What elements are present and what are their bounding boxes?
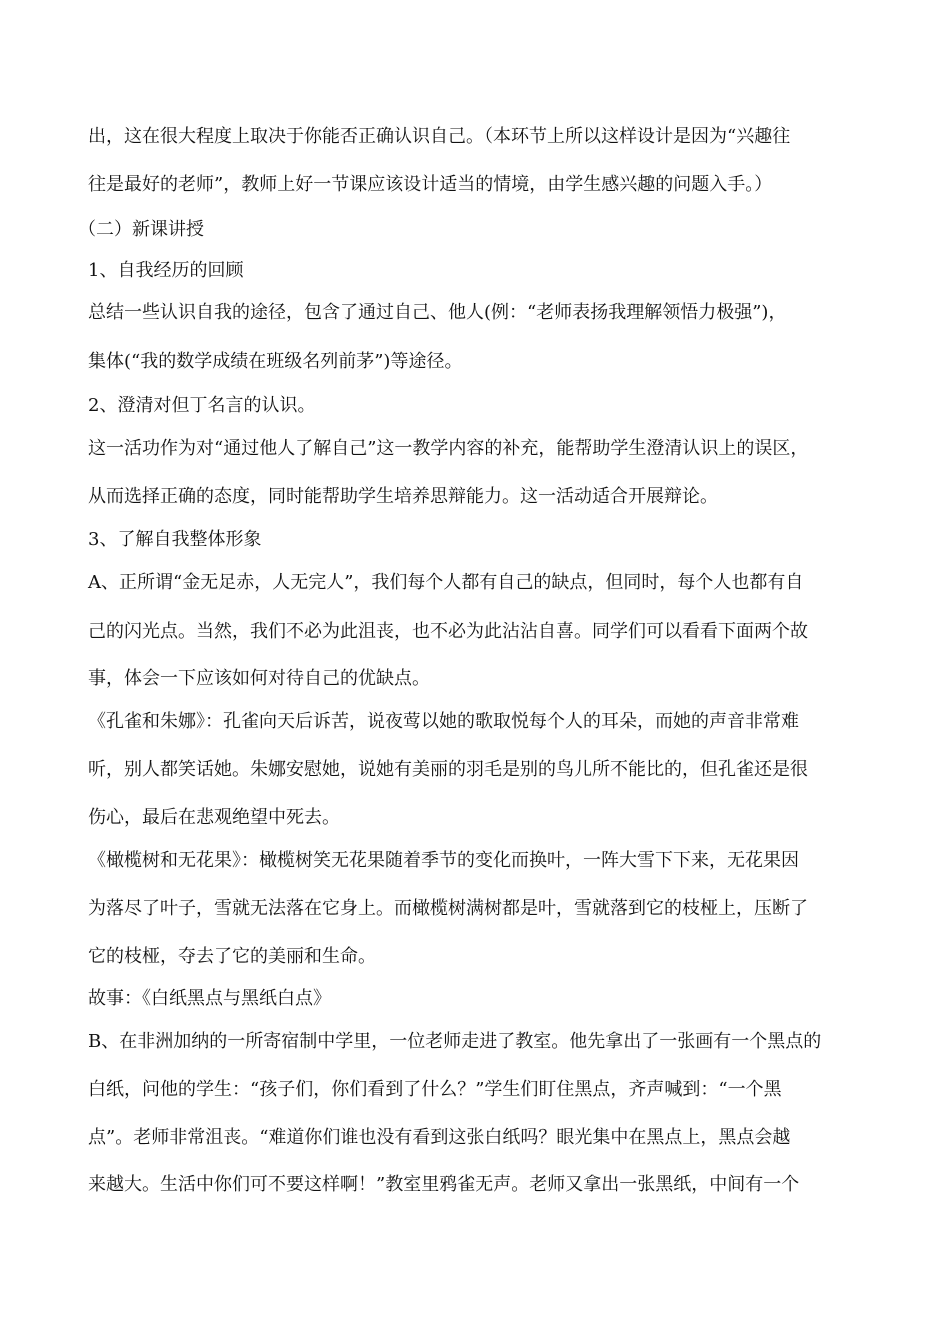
paragraph-line: 它的枝桠，夺去了它的美丽和生命。 bbox=[88, 946, 376, 967]
paragraph-line: 这一活功作为对“通过他人了解自己”这一教学内容的补充，能帮助学生澄清认识上的误区， bbox=[88, 438, 809, 459]
paragraph-line: 事，体会一下应该如何对待自己的优缺点。 bbox=[88, 668, 430, 689]
paragraph-line: 集体(“我的数学成绩在班级名列前茅”)等途径。 bbox=[88, 351, 463, 372]
paragraph-line: 《橄榄树和无花果》：橄榄树笑无花果随着季节的变化而换叶，一阵大雪下下来，无花果因 bbox=[88, 850, 799, 871]
paragraph-line: 从而选择正确的态度，同时能帮助学生培养思辩能力。这一活动适合开展辩论。 bbox=[88, 486, 718, 507]
paragraph-line: 来越大。生活中你们可不要这样啊！”教室里鸦雀无声。老师又拿出一张黑纸，中间有一个 bbox=[88, 1174, 800, 1195]
paragraph-line: 听，别人都笑话她。朱娜安慰她，说她有美丽的羽毛是别的鸟儿所不能比的，但孔雀还是很 bbox=[88, 759, 808, 780]
paragraph-line: 总结一些认识自我的途径，包含了通过自己、他人(例：“老师表扬我理解领悟力极强”)， bbox=[88, 302, 787, 323]
subsection-heading: 2、澄清对但丁名言的认识。 bbox=[88, 395, 316, 416]
paragraph-line: 伤心，最后在悲观绝望中死去。 bbox=[88, 807, 340, 828]
subsection-heading: 3、了解自我整体形象 bbox=[88, 529, 262, 550]
paragraph-line: 出，这在很大程度上取决于你能否正确认识自己。（本环节上所以这样设计是因为“兴趣往 bbox=[88, 126, 791, 147]
paragraph-line: 《孔雀和朱娜》：孔雀向天后诉苦，说夜莺以她的歌取悦每个人的耳朵，而她的声音非常难 bbox=[88, 711, 799, 732]
paragraph-line: A、正所谓“金无足赤，人无完人”，我们每个人都有自己的缺点，但同时，每个人也都有自 bbox=[88, 572, 804, 593]
paragraph-line: 白纸，问他的学生：“孩子们，你们看到了什么？”学生们盯住黑点，齐声喊到：“一个黑 bbox=[88, 1079, 782, 1100]
paragraph-line: 往是最好的老师”，教师上好一节课应该设计适当的情境，由学生感兴趣的问题入手。） bbox=[88, 174, 773, 195]
paragraph-line: B、在非洲加纳的一所寄宿制中学里，一位老师走进了教室。他先拿出了一张画有一个黑点的 bbox=[88, 1031, 822, 1052]
paragraph-line: 点”。老师非常沮丧。“难道你们谁也没有看到这张白纸吗？眼光集中在黑点上，黑点会越 bbox=[88, 1127, 791, 1148]
subsection-heading: 1、自我经历的回顾 bbox=[88, 260, 244, 281]
paragraph-line: 故事：《白纸黑点与黑纸白点》 bbox=[88, 988, 331, 1009]
paragraph-line: 己的闪光点。当然，我们不必为此沮丧，也不必为此沾沾自喜。同学们可以看看下面两个故 bbox=[88, 621, 808, 642]
section-heading: （二）新课讲授 bbox=[78, 219, 204, 240]
paragraph-line: 为落尽了叶子，雪就无法落在它身上。而橄榄树满树都是叶，雪就落到它的枝桠上，压断了 bbox=[88, 898, 808, 919]
